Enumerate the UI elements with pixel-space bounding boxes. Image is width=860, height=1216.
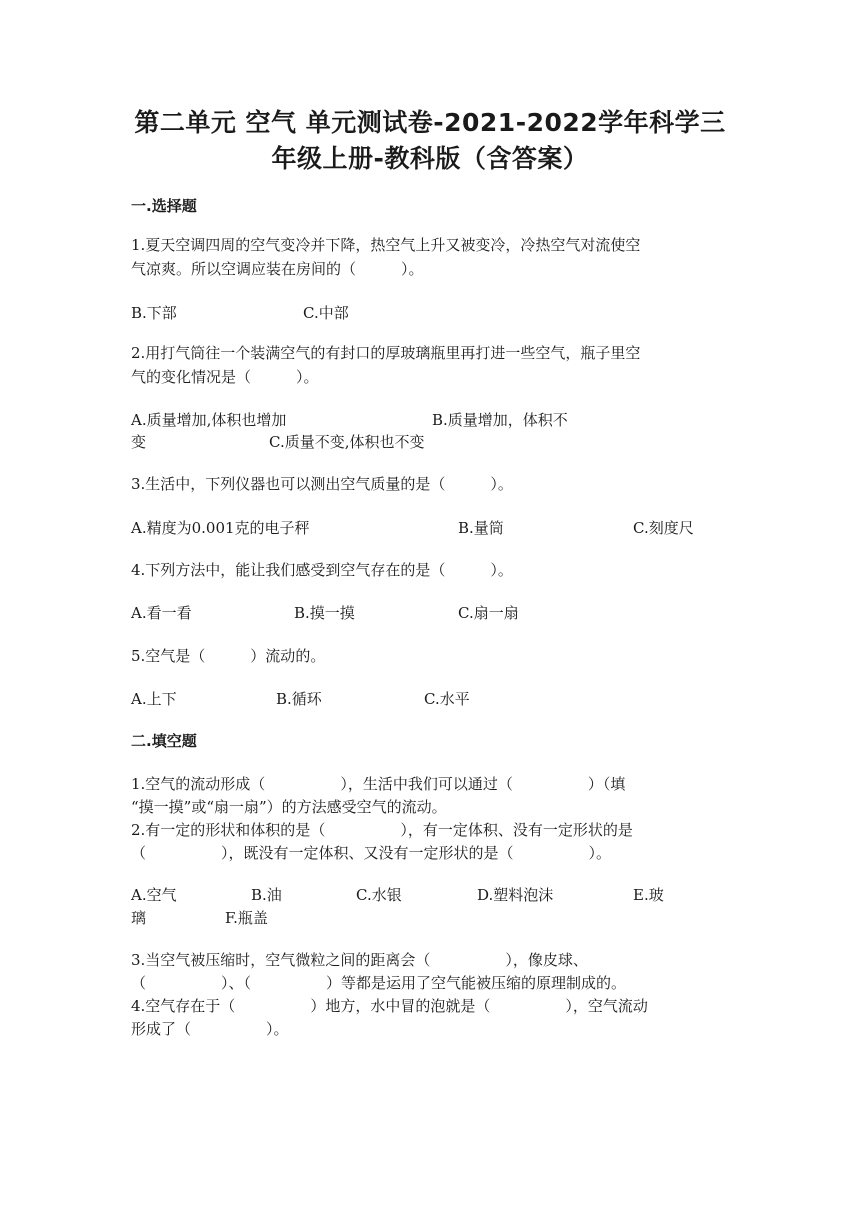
fill-question-2-option-e: E.玻	[633, 886, 664, 904]
fill-question-4-text-cont: 形成了（ ）。	[131, 1020, 289, 1038]
question-1-text: 1.夏天空调四周的空气变冷并下降，热空气上升又被变冷，冷热空气对流使空	[131, 236, 641, 254]
question-1-option-b: B.下部	[131, 304, 177, 322]
fill-question-2-option-a: A.空气	[131, 886, 177, 904]
page-title-line2: 年级上册-教科版（含答案）	[271, 144, 589, 173]
question-4-text: 4.下列方法中，能让我们感受到空气存在的是（ ）。	[131, 561, 513, 579]
fill-question-1-text-cont: “摸一摸”或“扇一扇”）的方法感受空气的流动。	[131, 798, 447, 816]
question-5-text: 5.空气是（ ）流动的。	[131, 647, 326, 665]
fill-question-3-text: 3.当空气被压缩时，空气微粒之间的距离会（ ），像皮球、	[131, 951, 588, 969]
question-4-option-c: C.扇一扇	[458, 604, 519, 622]
fill-question-3-text-cont: （ ）、（ ）等都是运用了空气能被压缩的原理制成的。	[131, 974, 627, 992]
fill-question-2-text-cont: （ ），既没有一定体积、又没有一定形状的是（ ）。	[131, 844, 612, 862]
question-4-option-a: A.看一看	[131, 604, 192, 622]
fill-question-2-option-e-cont: 璃	[131, 909, 147, 927]
question-2-text: 2.用打气筒往一个装满空气的有封口的厚玻璃瓶里再打进一些空气，瓶子里空	[131, 344, 641, 362]
question-3-option-a: A.精度为0.001克的电子秤	[131, 519, 310, 537]
question-1-text-cont: 气凉爽。所以空调应装在房间的（ ）。	[131, 260, 424, 278]
section-heading-fill: 二.填空题	[131, 732, 197, 750]
question-3-option-c: C.刻度尺	[633, 519, 694, 537]
question-5-option-a: A.上下	[131, 690, 177, 708]
fill-question-4-text: 4.空气存在于（ ）地方，水中冒的泡就是（ ），空气流动	[131, 997, 648, 1015]
question-1-option-c: C.中部	[303, 304, 349, 322]
question-2-text-cont: 气的变化情况是（ ）。	[131, 368, 319, 386]
fill-question-2-option-d: D.塑料泡沫	[477, 886, 554, 904]
question-3-text: 3.生活中，下列仪器也可以测出空气质量的是（ ）。	[131, 475, 513, 493]
question-2-option-a: A.质量增加,体积也增加	[131, 411, 287, 429]
question-2-option-c: C.质量不变,体积也不变	[269, 433, 425, 451]
question-2-option-b: B.质量增加，体积不	[432, 411, 568, 429]
fill-question-1-text: 1.空气的流动形成（ ），生活中我们可以通过（ ）（填	[131, 775, 626, 793]
question-4-option-b: B.摸一摸	[294, 604, 355, 622]
fill-question-2-option-b: B.油	[251, 886, 282, 904]
question-5-option-c: C.水平	[424, 690, 470, 708]
question-5-option-b: B.循环	[276, 690, 322, 708]
fill-question-2-option-c: C.水银	[356, 886, 402, 904]
page-title-line1: 第二单元 空气 单元测试卷-2021-2022学年科学三	[134, 108, 726, 137]
question-3-option-b: B.量筒	[458, 519, 504, 537]
section-heading-choice: 一.选择题	[131, 197, 197, 215]
question-2-option-b-cont: 变	[131, 433, 147, 451]
fill-question-2-option-f: F.瓶盖	[225, 909, 268, 927]
fill-question-2-text: 2.有一定的形状和体积的是（ ），有一定体积、没有一定形状的是	[131, 821, 633, 839]
